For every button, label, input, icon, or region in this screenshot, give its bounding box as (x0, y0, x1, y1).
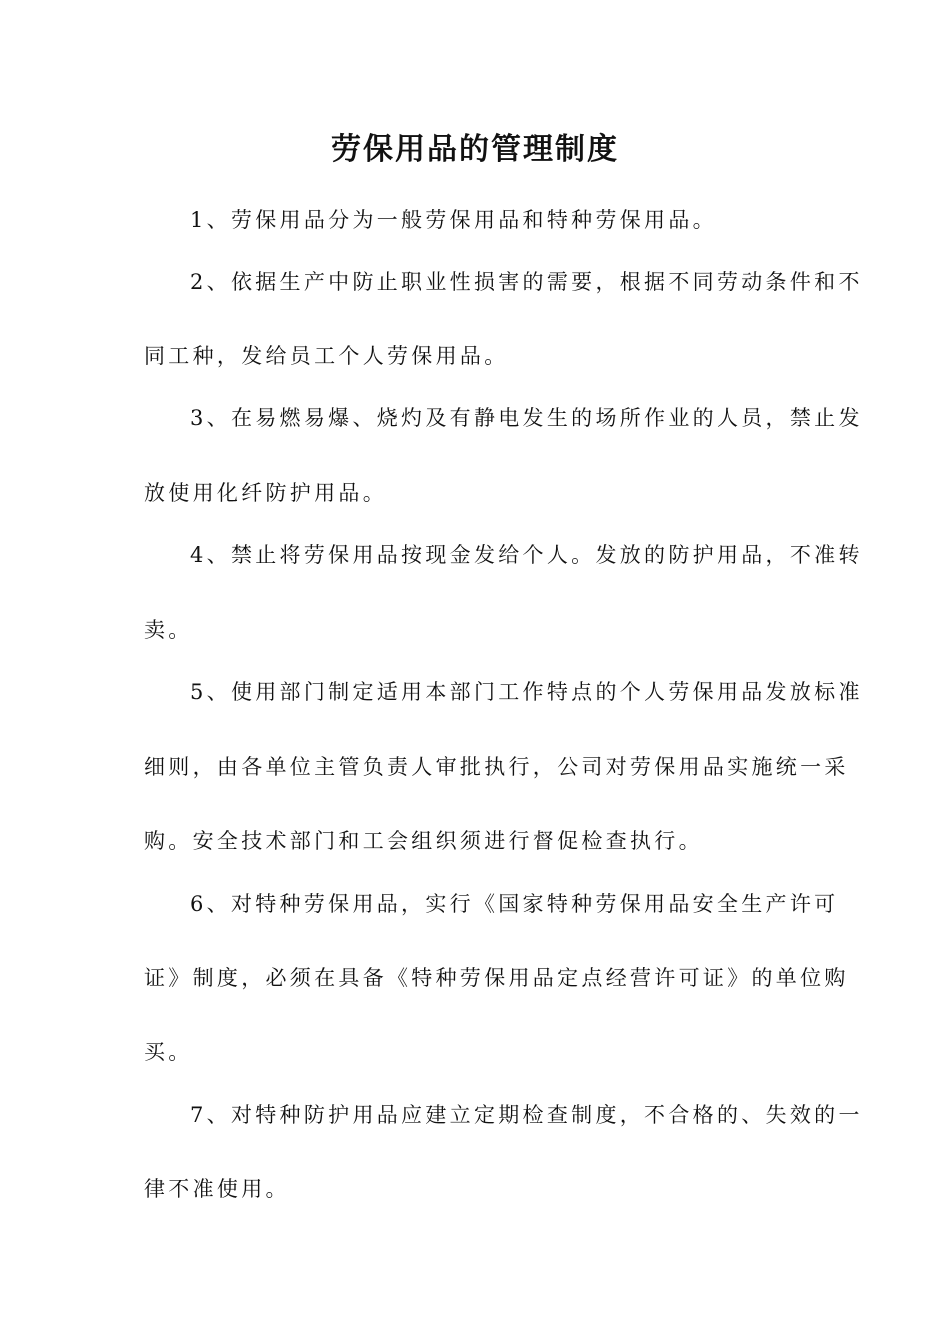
paragraph-5-line-2: 细则，由各单位主管负责人审批执行，公司对劳保用品实施统一采 (144, 755, 849, 779)
paragraph-2-line-1: 2、依据生产中防止职业性损害的需要，根据不同劳动条件和不 (190, 270, 863, 294)
paragraph-5-line-3: 购。安全技术部门和工会组织须进行督促检查执行。 (144, 829, 703, 853)
paragraph-4-line-2: 卖。 (144, 618, 193, 642)
paragraph-5-line-1: 5、使用部门制定适用本部门工作特点的个人劳保用品发放标准 (190, 680, 863, 704)
paragraph-6-line-2: 证》制度，必须在具备《特种劳保用品定点经营许可证》的单位购 (144, 966, 849, 990)
paragraph-3-line-1: 3、在易燃易爆、烧灼及有静电发生的场所作业的人员，禁止发 (190, 406, 863, 430)
paragraph-6-line-3: 买。 (144, 1040, 193, 1064)
paragraph-2-line-2: 同工种，发给员工个人劳保用品。 (144, 344, 509, 368)
document-title: 劳保用品的管理制度 (331, 132, 619, 167)
paragraph-7-line-1: 7、对特种防护用品应建立定期检查制度，不合格的、失效的一 (190, 1103, 863, 1127)
paragraph-1-line-1: 1、劳保用品分为一般劳保用品和特种劳保用品。 (190, 208, 717, 232)
paragraph-4-line-1: 4、禁止将劳保用品按现金发给个人。发放的防护用品，不准转 (190, 543, 863, 567)
paragraph-3-line-2: 放使用化纤防护用品。 (144, 481, 387, 505)
paragraph-7-line-2: 律不准使用。 (144, 1177, 290, 1201)
paragraph-6-line-1: 6、对特种劳保用品，实行《国家特种劳保用品安全生产许可 (190, 892, 839, 916)
